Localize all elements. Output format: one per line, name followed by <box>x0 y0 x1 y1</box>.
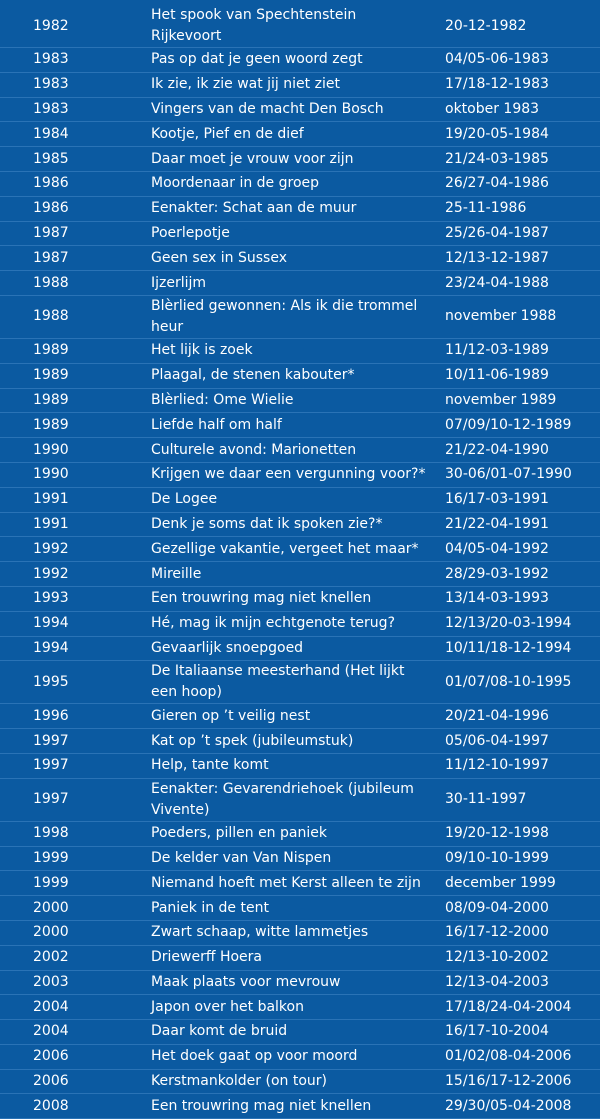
title-cell: Denk je soms dat ik spoken zie?* <box>137 512 434 537</box>
title-cell: Japon over het balkon <box>137 995 434 1020</box>
date-cell: 13/14-03-1993 <box>434 586 600 611</box>
date-cell: 19/20-12-1998 <box>434 821 600 846</box>
year-cell: 1984 <box>0 122 137 147</box>
table-row <box>0 462 600 487</box>
year-cell: 1989 <box>0 338 137 363</box>
year-cell: 2008 <box>0 1094 137 1119</box>
year-cell: 1983 <box>0 72 137 97</box>
table-row <box>0 611 600 636</box>
title-cell: Ijzerlijm <box>137 271 434 296</box>
title-cell: Driewerff Hoera <box>137 945 434 970</box>
year-cell: 1997 <box>0 778 137 821</box>
year-cell: 1987 <box>0 221 137 246</box>
date-cell: 10/11/18-12-1994 <box>434 636 600 661</box>
year-cell: 2004 <box>0 1020 137 1045</box>
title-cell: Ik zie, ik zie wat jij niet ziet <box>137 72 434 97</box>
date-cell: 09/10-10-1999 <box>434 846 600 871</box>
year-cell: 2000 <box>0 896 137 921</box>
date-cell: 08/09-04-2000 <box>434 896 600 921</box>
title-cell: Pas op dat je geen woord zegt <box>137 48 434 73</box>
date-cell: 12/13-12-1987 <box>434 246 600 271</box>
table-row <box>0 271 600 296</box>
productions-table-body <box>0 5 600 1119</box>
table-row <box>0 147 600 172</box>
year-cell: 1993 <box>0 586 137 611</box>
table-row <box>0 661 600 704</box>
title-cell: Poerlepotje <box>137 221 434 246</box>
table-row <box>0 338 600 363</box>
title-cell: Gieren op ’t veilig nest <box>137 704 434 729</box>
table-row <box>0 171 600 196</box>
table-row <box>0 388 600 413</box>
table-row <box>0 871 600 896</box>
table-row <box>0 1020 600 1045</box>
date-cell: november 1989 <box>434 388 600 413</box>
table-row <box>0 221 600 246</box>
title-cell: Het spook van Spechtenstein Rijkevoort <box>137 5 434 48</box>
date-cell: december 1999 <box>434 871 600 896</box>
date-cell: 01/07/08-10-1995 <box>434 661 600 704</box>
table-row <box>0 562 600 587</box>
year-cell: 1988 <box>0 271 137 296</box>
title-cell: Blèrlied gewonnen: Als ik die trommel heur <box>137 295 434 338</box>
date-cell: 20/21-04-1996 <box>434 704 600 729</box>
title-cell: Daar komt de bruid <box>137 1020 434 1045</box>
title-cell: Gezellige vakantie, vergeet het maar* <box>137 537 434 562</box>
year-cell: 2002 <box>0 945 137 970</box>
title-cell: Eenakter: Schat aan de muur <box>137 196 434 221</box>
year-cell: 1994 <box>0 636 137 661</box>
year-cell: 1986 <box>0 196 137 221</box>
year-cell: 1989 <box>0 363 137 388</box>
date-cell: 11/12-10-1997 <box>434 753 600 778</box>
year-cell: 1992 <box>0 537 137 562</box>
date-cell: 30-11-1997 <box>434 778 600 821</box>
date-cell: 21/24-03-1985 <box>434 147 600 172</box>
table-row <box>0 537 600 562</box>
table-row <box>0 636 600 661</box>
year-cell: 2003 <box>0 970 137 995</box>
date-cell: 28/29-03-1992 <box>434 562 600 587</box>
date-cell: 25/26-04-1987 <box>434 221 600 246</box>
year-cell: 1991 <box>0 512 137 537</box>
year-cell: 1991 <box>0 487 137 512</box>
year-cell: 1987 <box>0 246 137 271</box>
title-cell: De Italiaanse meesterhand (Het lijkt een hoop) <box>137 661 434 704</box>
title-cell: Zwart schaap, witte lammetjes <box>137 920 434 945</box>
table-row <box>0 821 600 846</box>
year-cell: 1992 <box>0 562 137 587</box>
date-cell: 23/24-04-1988 <box>434 271 600 296</box>
date-cell: 15/16/17-12-2006 <box>434 1069 600 1094</box>
year-cell: 1983 <box>0 48 137 73</box>
title-cell: Culturele avond: Marionetten <box>137 438 434 463</box>
table-row <box>0 413 600 438</box>
table-row <box>0 48 600 73</box>
table-row <box>0 586 600 611</box>
table-row <box>0 1094 600 1119</box>
date-cell: 16/17-03-1991 <box>434 487 600 512</box>
year-cell: 1995 <box>0 661 137 704</box>
table-row <box>0 753 600 778</box>
title-cell: Kat op ’t spek (jubileumstuk) <box>137 729 434 754</box>
table-row <box>0 704 600 729</box>
table-row <box>0 122 600 147</box>
table-row <box>0 920 600 945</box>
title-cell: Krijgen we daar een vergunning voor?* <box>137 462 434 487</box>
year-cell: 2006 <box>0 1044 137 1069</box>
table-row <box>0 438 600 463</box>
title-cell: Eenakter: Gevarendriehoek (jubileum Vivente) <box>137 778 434 821</box>
table-row <box>0 1069 600 1094</box>
date-cell: 04/05-06-1983 <box>434 48 600 73</box>
table-row <box>0 729 600 754</box>
date-cell: 01/02/08-04-2006 <box>434 1044 600 1069</box>
date-cell: 19/20-05-1984 <box>434 122 600 147</box>
table-row <box>0 196 600 221</box>
title-cell: Kerstmankolder (on tour) <box>137 1069 434 1094</box>
title-cell: Maak plaats voor mevrouw <box>137 970 434 995</box>
date-cell: 17/18/24-04-2004 <box>434 995 600 1020</box>
year-cell: 1997 <box>0 729 137 754</box>
date-cell: 11/12-03-1989 <box>434 338 600 363</box>
title-cell: Mireille <box>137 562 434 587</box>
title-cell: De kelder van Van Nispen <box>137 846 434 871</box>
title-cell: Het doek gaat op voor moord <box>137 1044 434 1069</box>
date-cell: 21/22-04-1990 <box>434 438 600 463</box>
year-cell: 1983 <box>0 97 137 122</box>
table-row <box>0 363 600 388</box>
table-row <box>0 846 600 871</box>
title-cell: Gevaarlijk snoepgoed <box>137 636 434 661</box>
year-cell: 1989 <box>0 413 137 438</box>
title-cell: Hé, mag ik mijn echtgenote terug? <box>137 611 434 636</box>
title-cell: De Logee <box>137 487 434 512</box>
title-cell: Vingers van de macht Den Bosch <box>137 97 434 122</box>
date-cell: oktober 1983 <box>434 97 600 122</box>
year-cell: 1999 <box>0 846 137 871</box>
title-cell: Het lijk is zoek <box>137 338 434 363</box>
table-row <box>0 72 600 97</box>
year-cell: 1997 <box>0 753 137 778</box>
year-cell: 1986 <box>0 171 137 196</box>
table-row <box>0 5 600 48</box>
title-cell: Een trouwring mag niet knellen <box>137 1094 434 1119</box>
table-row <box>0 246 600 271</box>
date-cell: 05/06-04-1997 <box>434 729 600 754</box>
date-cell: 26/27-04-1986 <box>434 171 600 196</box>
table-row <box>0 512 600 537</box>
title-cell: Daar moet je vrouw voor zijn <box>137 147 434 172</box>
table-row <box>0 778 600 821</box>
year-cell: 1982 <box>0 5 137 48</box>
date-cell: 12/13-04-2003 <box>434 970 600 995</box>
year-cell: 1996 <box>0 704 137 729</box>
year-cell: 1988 <box>0 295 137 338</box>
year-cell: 1999 <box>0 871 137 896</box>
productions-table <box>0 5 600 1119</box>
date-cell: 07/09/10-12-1989 <box>434 413 600 438</box>
year-cell: 1989 <box>0 388 137 413</box>
date-cell: 12/13/20-03-1994 <box>434 611 600 636</box>
date-cell: 16/17-10-2004 <box>434 1020 600 1045</box>
year-cell: 2006 <box>0 1069 137 1094</box>
title-cell: Blèrlied: Ome Wielie <box>137 388 434 413</box>
table-row <box>0 945 600 970</box>
date-cell: 12/13-10-2002 <box>434 945 600 970</box>
year-cell: 2000 <box>0 920 137 945</box>
table-row <box>0 970 600 995</box>
date-cell: 16/17-12-2000 <box>434 920 600 945</box>
title-cell: Poeders, pillen en paniek <box>137 821 434 846</box>
date-cell: 29/30/05-04-2008 <box>434 1094 600 1119</box>
table-row <box>0 896 600 921</box>
title-cell: Plaagal, de stenen kabouter* <box>137 363 434 388</box>
title-cell: Paniek in de tent <box>137 896 434 921</box>
table-row <box>0 995 600 1020</box>
date-cell: november 1988 <box>434 295 600 338</box>
title-cell: Geen sex in Sussex <box>137 246 434 271</box>
year-cell: 1990 <box>0 462 137 487</box>
date-cell: 21/22-04-1991 <box>434 512 600 537</box>
date-cell: 30-06/01-07-1990 <box>434 462 600 487</box>
date-cell: 17/18-12-1983 <box>434 72 600 97</box>
year-cell: 1998 <box>0 821 137 846</box>
year-cell: 1985 <box>0 147 137 172</box>
date-cell: 10/11-06-1989 <box>434 363 600 388</box>
date-cell: 25-11-1986 <box>434 196 600 221</box>
year-cell: 2004 <box>0 995 137 1020</box>
table-row <box>0 295 600 338</box>
title-cell: Help, tante komt <box>137 753 434 778</box>
title-cell: Een trouwring mag niet knellen <box>137 586 434 611</box>
year-cell: 1994 <box>0 611 137 636</box>
year-cell: 1990 <box>0 438 137 463</box>
title-cell: Liefde half om half <box>137 413 434 438</box>
date-cell: 04/05-04-1992 <box>434 537 600 562</box>
table-row <box>0 1044 600 1069</box>
table-row <box>0 97 600 122</box>
title-cell: Niemand hoeft met Kerst alleen te zijn <box>137 871 434 896</box>
title-cell: Moordenaar in de groep <box>137 171 434 196</box>
title-cell: Kootje, Pief en de dief <box>137 122 434 147</box>
date-cell: 20-12-1982 <box>434 5 600 48</box>
table-row <box>0 487 600 512</box>
